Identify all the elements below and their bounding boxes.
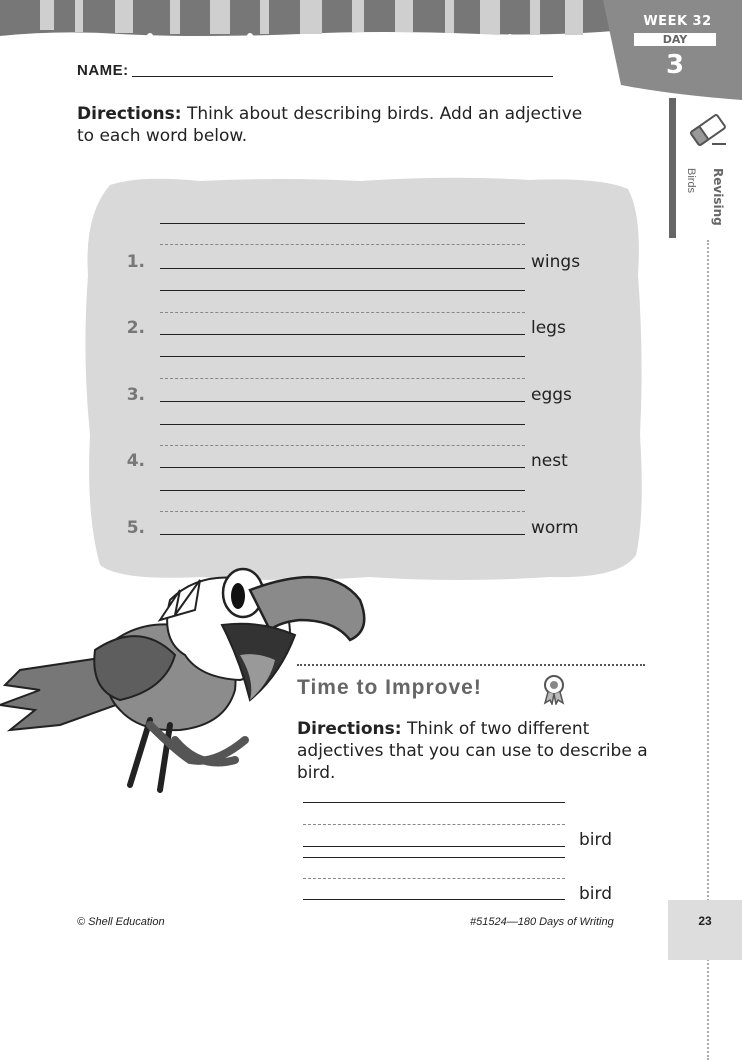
answer-line-bird-2[interactable]	[303, 899, 565, 900]
item-number: 3.	[126, 385, 145, 405]
item-number: 2.	[126, 318, 145, 338]
row-4-guides	[160, 424, 525, 446]
side-strip	[669, 98, 676, 238]
name-field[interactable]	[132, 76, 553, 77]
day-number: 3	[665, 50, 685, 80]
row-2-guides	[160, 290, 525, 313]
guide-line	[303, 857, 565, 858]
answer-line-1[interactable]	[160, 268, 525, 269]
item-word: bird	[579, 884, 612, 904]
row-3-guides	[160, 356, 525, 379]
row-1-guides	[160, 223, 525, 245]
item-number: 1.	[126, 252, 145, 272]
directions-text: Think of two different adjectives that you can use to describe a bird.	[297, 719, 648, 783]
directions-label: Directions:	[77, 104, 182, 124]
row-5-guides	[160, 490, 525, 512]
item-word: worm	[531, 518, 579, 538]
top-banner	[0, 0, 625, 42]
item-number: 5.	[126, 518, 145, 538]
directions-text: Think about describing birds. Add an adjective to each word below.	[77, 104, 583, 146]
improve-title: Time to Improve!	[297, 676, 482, 699]
page-number: 23	[698, 914, 712, 928]
day-label: DAY	[634, 33, 716, 46]
page-number-box	[668, 900, 742, 960]
sidebar-labels	[685, 168, 725, 238]
directions-2	[297, 718, 657, 784]
item-word: legs	[531, 318, 566, 338]
item-word: eggs	[531, 385, 572, 405]
answer-line-2[interactable]	[160, 334, 525, 335]
item-word: wings	[531, 252, 581, 272]
eraser-icon	[686, 110, 730, 150]
week-label: WEEK 32	[643, 14, 712, 29]
guide-line	[303, 802, 565, 803]
footer-title: #51524—180 Days of Writing	[470, 916, 614, 928]
directions-label: Directions:	[297, 719, 402, 739]
medal-icon	[540, 673, 568, 705]
item-word: nest	[531, 451, 568, 471]
item-word: bird	[579, 830, 612, 850]
guide-dash	[303, 878, 565, 879]
item-number: 4.	[126, 451, 145, 471]
topic-label: Birds	[685, 168, 697, 194]
footer-publisher: © Shell Education	[77, 916, 165, 928]
answer-line-5[interactable]	[160, 534, 525, 535]
answer-line-bird-1[interactable]	[303, 846, 565, 847]
guide-dash	[303, 824, 565, 825]
improve-divider	[297, 664, 645, 666]
directions-1	[77, 103, 597, 147]
answer-line-4[interactable]	[160, 467, 525, 468]
section-label: Revising	[711, 168, 725, 226]
answer-line-3[interactable]	[160, 401, 525, 402]
name-label: NAME:	[77, 62, 129, 79]
